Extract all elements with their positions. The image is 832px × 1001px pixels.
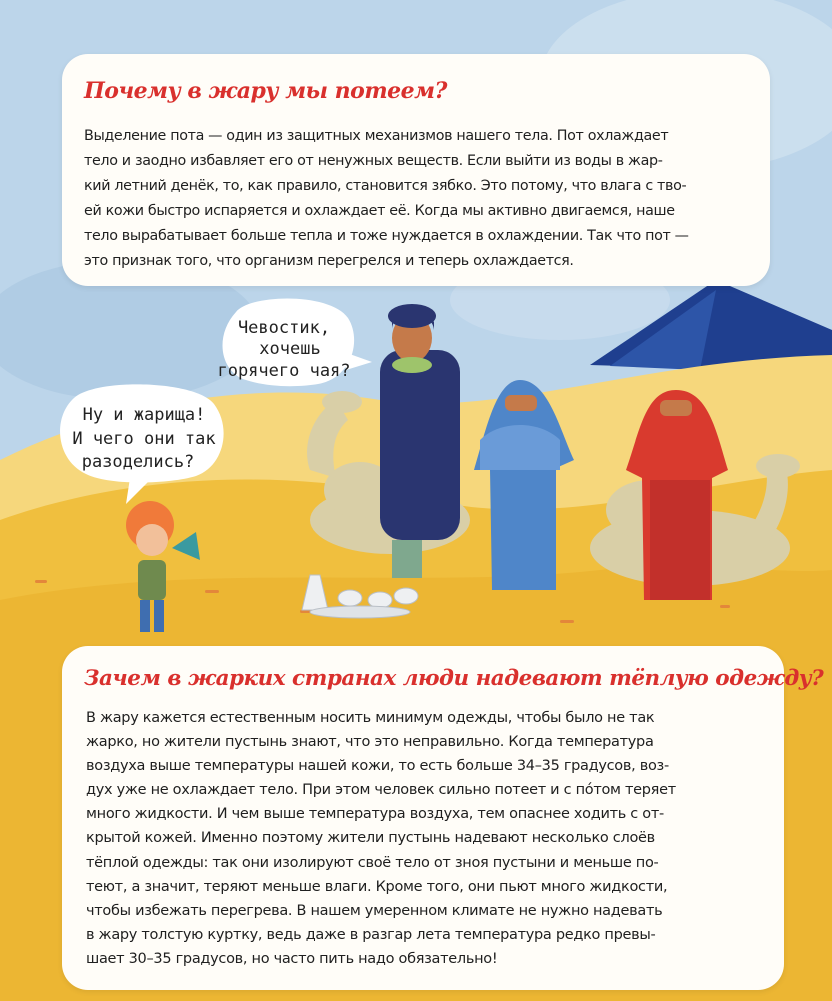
text-line: воздуха выше температуры нашей кожи, то есть больше 34–35 градусов, воз- — [86, 758, 669, 775]
section-body — [84, 124, 689, 274]
bubble-woman-line: Чевостик, — [237, 318, 331, 338]
section-title: Почему в жару мы потеем? — [84, 78, 447, 104]
text-line: в жару толстую куртку, ведь даже в разгар лета температура редко превы- — [86, 926, 656, 943]
text-line: шает 30–35 градусов, но часто пить надо обязательно! — [86, 950, 498, 967]
bubble-boy-line: разоделись? — [81, 452, 195, 472]
text-line: дух уже не охлаждает тело. При этом человек сильно потеет и с пóтом теряет — [86, 782, 676, 799]
text-line: ей кожи быстро испаряется и охлаждает её. Когда мы активно двигаемся, наше — [84, 203, 675, 219]
info-card-warm-clothes — [62, 646, 824, 990]
text-line: это признак того, что организм перегрелся и теперь охлаждается. — [84, 253, 574, 269]
text-line: Выделение пота — один из защитных механизмов нашего тела. Пот охлаждает — [84, 128, 669, 144]
bubble-boy-line: Ну и жарища! — [82, 405, 206, 425]
text-line: жарко, но жители пустынь знают, что это неправильно. Когда температура — [86, 734, 654, 751]
text-line: чтобы избежать перегрева. В нашем умеренном климате не нужно надевать — [86, 902, 663, 919]
text-line: тело вырабатывает больше тепла и тоже нуждается в охлаждении. Так что пот — — [84, 228, 689, 244]
info-card-sweat — [62, 54, 770, 286]
text-line: теют, а значит, теряют меньше влаги. Кроме того, они пьют много жидкости, — [86, 878, 668, 895]
section-title: Зачем в жарких странах люди надевают тёплую одежду? — [84, 666, 824, 691]
text-line: В жару кажется естественным носить минимум одежды, чтобы было не так — [86, 710, 655, 726]
text-line: тёплой одежды: так они изолируют своё тело от зноя пустыни и меньше по- — [86, 854, 659, 871]
bubble-woman-line: горячего чая? — [217, 361, 351, 381]
bubble-woman-line: хочешь — [259, 339, 321, 359]
text-line: крытой кожей. Именно поэтому жители пустынь надевают несколько слоёв — [86, 830, 655, 847]
text-line: много жидкости. И чем выше температура воздуха, тем опаснее ходить с от- — [86, 806, 664, 823]
bubble-boy-line: И чего они так — [72, 429, 216, 449]
text-line: кий летний денёк, то, как правило, становится зябко. Это потому, что влага с тво- — [84, 178, 687, 194]
section-body — [86, 706, 676, 971]
text-line: тело и заодно избавляет его от ненужных веществ. Если выйти из воды в жар- — [84, 153, 663, 169]
